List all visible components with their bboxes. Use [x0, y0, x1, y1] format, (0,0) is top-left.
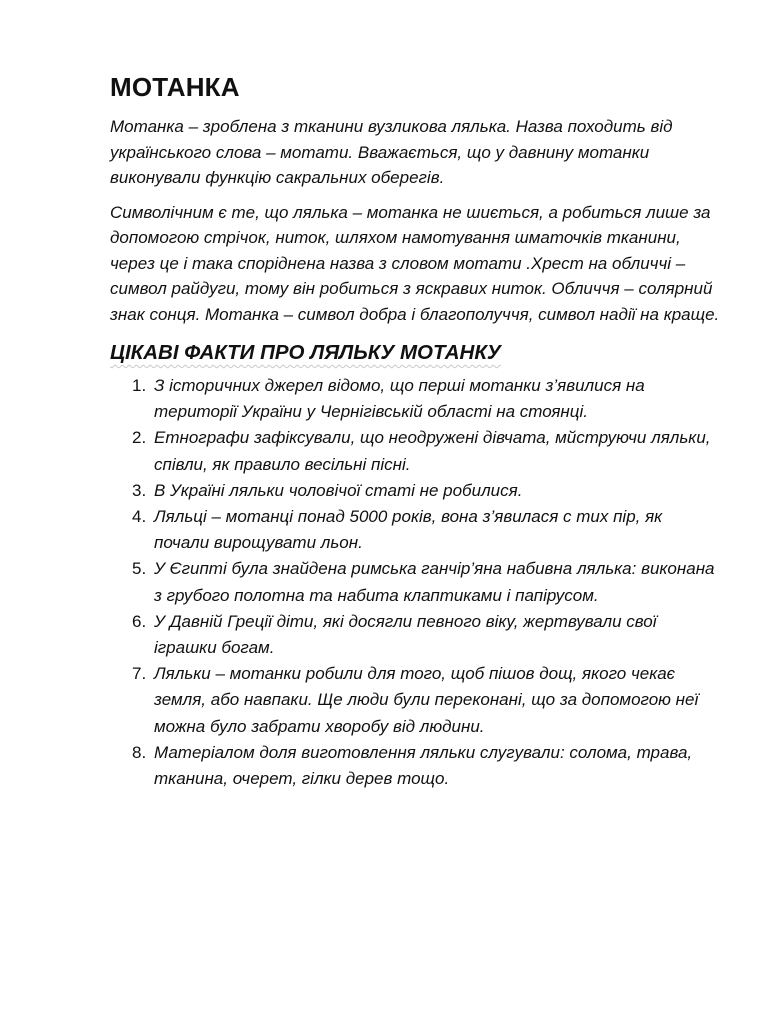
list-item-text: У Єгипті була знайдена римська ганчір’яна набивна лялька: виконана з грубого полотна та набита клаптиками і папірусом.: [154, 559, 715, 605]
list-item-text: Ляльки – мотанки робили для того, щоб пішов дощ, якого чекає земля, або навпаки. Ще люди були переконані, що за допомогою неї можна було забрати хворобу від людини.: [154, 664, 699, 736]
list-item: [110, 478, 720, 504]
list-item: [110, 504, 720, 556]
list-item: [110, 609, 720, 661]
list-item: [110, 425, 720, 477]
list-item-number: 3.: [132, 480, 147, 500]
list-item-text: Етнографи зафіксували, що неодружені дівчата, мйструючи ляльки, співли, як правило весільні пісні.: [154, 428, 711, 474]
symbolism-paragraph: Символічним є те, що лялька – мотанка не шиється, а робиться лише за допомогою стрічок, ниток, шляхом намотування шматочків тканини, через це і така споріднена назва з словом мотати .Хрест на обличчі – символ райдуги, тому він робиться з яскравих ниток. Обличчя – солярний знак сонця. Мотанка – символ добра і благополуччя, символ надії на краще.: [110, 202, 720, 324]
facts-list: [110, 373, 720, 792]
list-item-text: Матеріалом доля виготовлення ляльки слугували: солома, трава, тканина, очерет, гілки дерев тощо.: [154, 742, 693, 789]
intro-paragraph: Мотанка – зроблена з тканини вузликова лялька. Назва походить від українського слова – мотати. Вважається, що у давнину мотанки виконували функцію сакральних оберегів.: [110, 117, 673, 187]
list-item: [110, 740, 720, 792]
list-item-text: У Давній Греції діти, які досягли певного віку, жертвували свої іграшки богам.: [154, 611, 657, 658]
list-item-number: 1.: [132, 376, 147, 395]
list-item-number: 8.: [132, 742, 147, 762]
list-item-number: 4.: [132, 507, 147, 527]
list-item: [110, 661, 720, 740]
document-title: МОТАНКА: [110, 72, 240, 102]
facts-heading: ЦІКАВІ ФАКТИ ПРО ЛЯЛЬКУ МОТАНКУ: [110, 341, 501, 364]
list-item-number: 7.: [132, 664, 147, 684]
list-item-text: З історичних джерел відомо, що перші мотанки з’явилися на території України у Чернігівській області на стоянці.: [154, 376, 645, 422]
list-item: [110, 556, 720, 608]
list-item: [110, 373, 720, 425]
list-item-number: 5.: [132, 559, 147, 579]
list-item-text: В Україні ляльки чоловічої статі не робилися.: [154, 480, 523, 500]
document-page: [110, 70, 720, 792]
list-item-number: 6.: [132, 611, 147, 631]
list-item-number: 2.: [132, 428, 147, 448]
list-item-text: Ляльці – мотанці понад 5000 років, вона з’явилася с тих пір, як почали вирощувати льон.: [154, 507, 663, 553]
